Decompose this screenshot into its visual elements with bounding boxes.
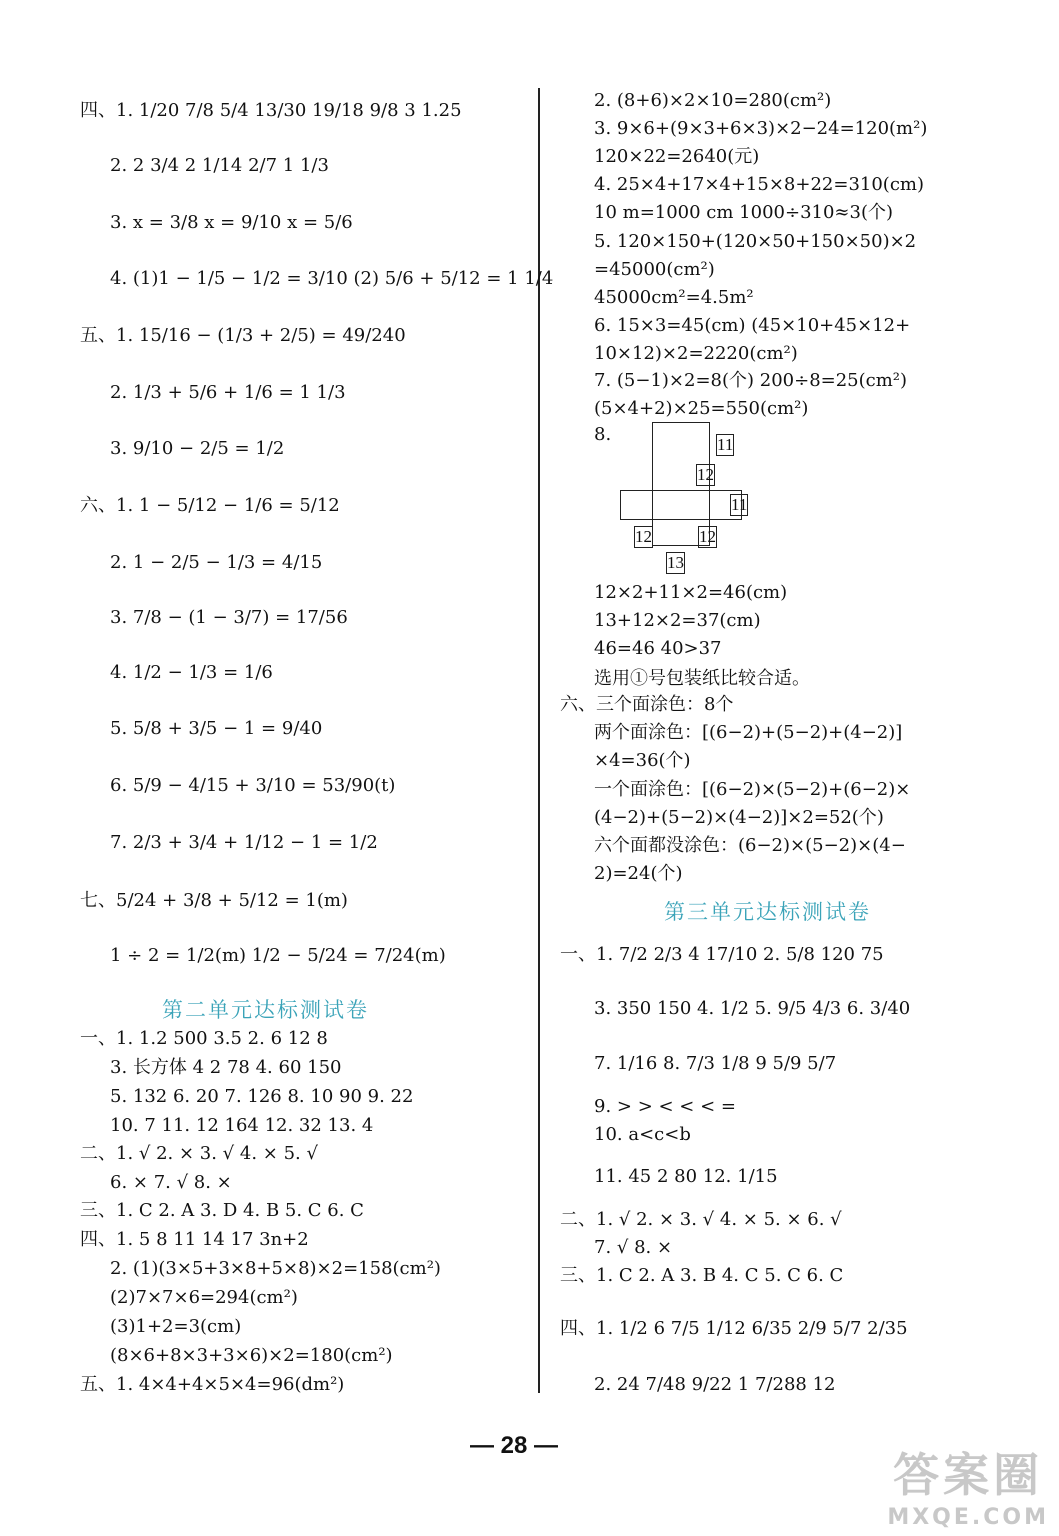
answer-line: 7. 1/16 8. 7/3 1/8 9 5/9 5/7: [594, 1053, 837, 1074]
answer-line: 2. 1 − 2/5 − 1/3 = 4/15: [110, 552, 323, 573]
answer-line: 三、1. C 2. A 3. D 4. B 5. C 6. C: [80, 1200, 364, 1221]
answer-line: 120×22=2640(元): [594, 146, 760, 167]
answer-line: 9. > > < < < =: [594, 1096, 736, 1117]
answer-line: 一、1. 1.2 500 3.5 2. 6 12 8: [80, 1028, 328, 1049]
answer-line: (3)1+2=3(cm): [110, 1316, 242, 1337]
section-title-unit-3: 第三单元达标测试卷: [664, 900, 871, 924]
answer-line: 10×12)×2=2220(cm²): [594, 343, 798, 364]
answer-line: 3. 9×6+(9×3+6×3)×2−24=120(m²): [594, 118, 928, 139]
answer-line: 3. 7/8 − (1 − 3/7) = 17/56: [110, 607, 348, 628]
answer-line: 5. 132 6. 20 7. 126 8. 10 90 9. 22: [110, 1086, 414, 1107]
answer-line: 7. 2/3 + 3/4 + 1/12 − 1 = 1/2: [110, 832, 378, 853]
answer-line: 三、1. C 2. A 3. B 4. C 5. C 6. C: [560, 1265, 844, 1286]
answer-line: 10. 7 11. 12 164 12. 32 13. 4: [110, 1115, 374, 1136]
answer-line: 7. √ 8. ×: [594, 1237, 673, 1258]
answer-line: 10. a<c<b: [594, 1124, 691, 1145]
answer-line: 6. 15×3=45(cm) (45×10+45×12+: [594, 315, 911, 336]
answer-line: 二、1. √ 2. × 3. √ 4. × 5. √: [80, 1143, 318, 1164]
answer-line: 3. 9/10 − 2/5 = 1/2: [110, 438, 285, 459]
answer-line: =45000(cm²): [594, 259, 715, 280]
net-label: 12: [699, 527, 716, 546]
answer-line: 一、1. 7/2 2/3 4 17/10 2. 5/8 120 75: [560, 944, 884, 965]
answer-line: 46=46 40>37: [594, 638, 722, 659]
answer-line: 四、1. 1/20 7/8 5/4 13/30 19/18 9/8 3 1.25: [80, 100, 462, 121]
answer-line: 四、1. 1/2 6 7/5 1/12 6/35 2/9 5/7 2/35: [560, 1318, 908, 1339]
answer-line: 六、1. 1 − 5/12 − 1/6 = 5/12: [80, 495, 340, 516]
answer-line: ×4=36(个): [594, 750, 691, 771]
answer-line: 2)=24(个): [594, 863, 683, 884]
net-label: 11: [717, 435, 734, 454]
net-label: 12: [697, 465, 714, 484]
answer-line: 4. (1)1 − 1/5 − 1/2 = 3/10 (2) 5/6 + 5/12 = 1 1/4: [110, 268, 554, 289]
answer-line: 2. (8+6)×2×10=280(cm²): [594, 90, 832, 111]
answer-line: 五、1. 15/16 − (1/3 + 2/5) = 49/240: [80, 325, 406, 346]
answer-line: 5. 120×150+(120×50+150×50)×2: [594, 231, 917, 252]
answer-line: 六个面都没涂色：(6−2)×(5−2)×(4−: [594, 835, 906, 856]
answer-line: 5. 5/8 + 3/5 − 1 = 9/40: [110, 718, 323, 739]
answer-line: 13+12×2=37(cm): [594, 610, 761, 631]
answer-line: 4. 25×4+17×4+15×8+22=310(cm): [594, 174, 924, 195]
answer-line: 11. 45 2 80 12. 1/15: [594, 1166, 778, 1187]
answer-line: 3. x = 3/8 x = 9/10 x = 5/6: [110, 212, 353, 233]
answer-line: 6. 5/9 − 4/15 + 3/10 = 53/90(t): [110, 775, 396, 796]
net-label: 13: [667, 553, 684, 572]
answer-line: 二、1. √ 2. × 3. √ 4. × 5. × 6. √: [560, 1209, 842, 1230]
answer-line: (2)7×7×6=294(cm²): [110, 1287, 298, 1308]
net-label: 12: [635, 527, 652, 546]
answer-line: 2. (1)(3×5+3×8+5×8)×2=158(cm²): [110, 1258, 441, 1279]
answer-line: 2. 2 3/4 2 1/14 2/7 1 1/3: [110, 155, 329, 176]
answer-line: 2. 24 7/48 9/22 1 7/288 12: [594, 1374, 836, 1395]
answer-line: 2. 1/3 + 5/6 + 1/6 = 1 1/3: [110, 382, 346, 403]
answer-line: 8.: [594, 424, 612, 445]
answer-line: 五、1. 4×4+4×5×4=96(dm²): [80, 1374, 345, 1395]
answer-line: 45000cm²=4.5m²: [594, 287, 754, 308]
answer-line: 12×2+11×2=46(cm): [594, 582, 788, 603]
net-label: 11: [731, 495, 748, 514]
answer-line: (5×4+2)×25=550(cm²): [594, 398, 809, 419]
answer-line: 七、5/24 + 3/8 + 5/12 = 1(m): [80, 890, 348, 911]
section-title-unit-2: 第二单元达标测试卷: [162, 998, 369, 1022]
answer-line: 六、三个面涂色：8个: [560, 694, 734, 715]
answer-line: (8×6+8×3+3×6)×2=180(cm²): [110, 1345, 393, 1366]
answer-line: (4−2)+(5−2)×(4−2)]×2=52(个): [594, 807, 884, 828]
answer-line: 1 ÷ 2 = 1/2(m) 1/2 − 5/24 = 7/24(m): [110, 945, 446, 966]
answer-line: 6. × 7. √ 8. ×: [110, 1172, 232, 1193]
answer-line: 四、1. 5 8 11 14 17 3n+2: [80, 1229, 309, 1250]
watermark-url: MXQE.COM: [887, 1505, 1049, 1530]
answer-line: 3. 长方体 4 2 78 4. 60 150: [110, 1057, 342, 1078]
answer-line: 4. 1/2 − 1/3 = 1/6: [110, 662, 273, 683]
answer-line: 3. 350 150 4. 1/2 5. 9/5 4/3 6. 3/40: [594, 998, 911, 1019]
answer-line: 选用①号包装纸比较合适。: [594, 668, 810, 689]
watermark-text: 答案圈: [893, 1448, 1044, 1502]
answer-line: 10 m=1000 cm 1000÷310≈3(个): [594, 202, 894, 223]
watermark-logo: [887, 1439, 1049, 1530]
answer-line: 7. (5−1)×2=8(个) 200÷8=25(cm²): [594, 370, 908, 391]
answer-line: 一个面涂色：[(6−2)×(5−2)+(6−2)×: [594, 779, 911, 800]
answer-line: 两个面涂色：[(6−2)+(5−2)+(4−2)]: [594, 722, 903, 743]
page-number: — 28 —: [470, 1432, 559, 1459]
